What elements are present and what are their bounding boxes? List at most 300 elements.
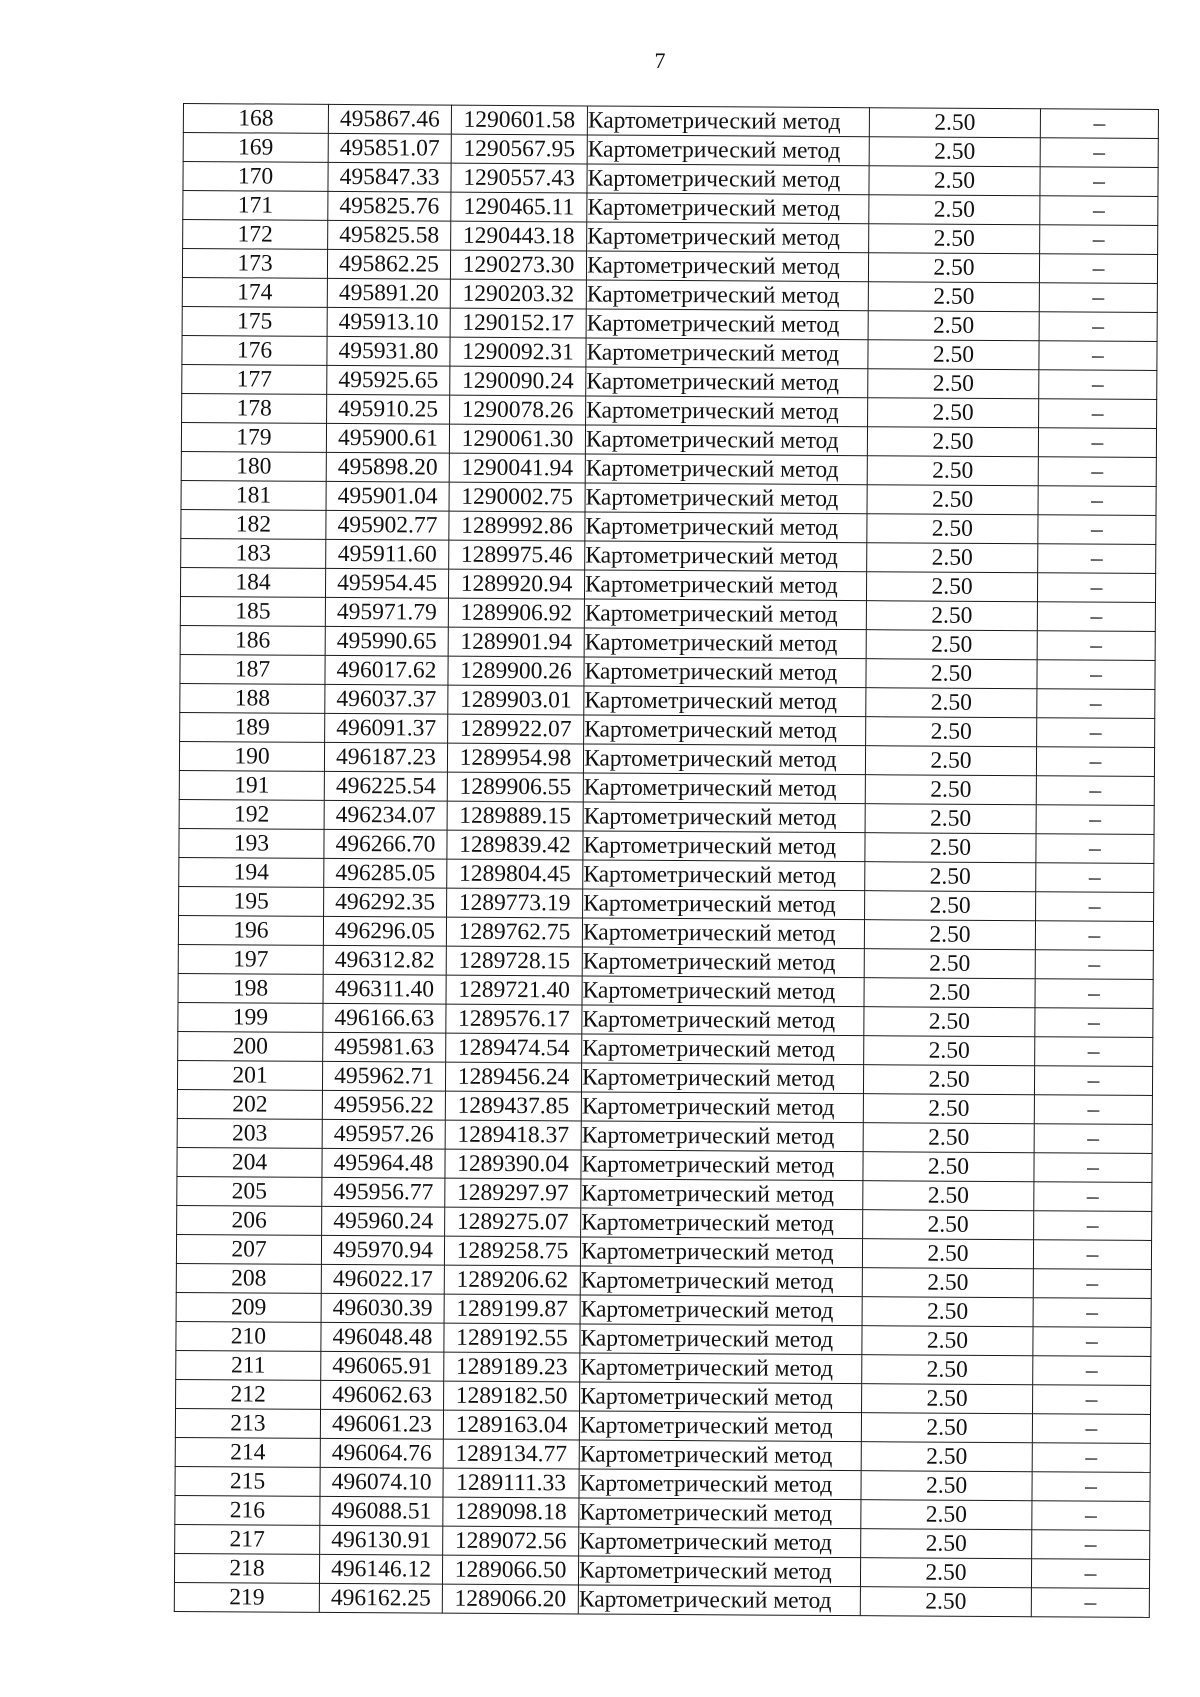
accuracy-cell: 2.50	[869, 166, 1040, 196]
point-number-cell: 210	[176, 1321, 321, 1351]
y-coordinate-cell: 1289163.04	[443, 1410, 579, 1440]
x-coordinate-cell: 495825.58	[328, 220, 451, 250]
method-cell: Картометрический метод	[584, 599, 866, 630]
x-coordinate-cell: 496074.10	[320, 1467, 443, 1497]
x-coordinate-cell: 496292.35	[324, 887, 447, 917]
point-number-cell: 188	[180, 683, 325, 713]
y-coordinate-cell: 1290061.30	[449, 424, 585, 454]
page-number: 7	[654, 48, 666, 73]
note-cell: –	[1040, 109, 1158, 139]
accuracy-cell: 2.50	[867, 427, 1038, 457]
x-coordinate-cell: 496030.39	[321, 1293, 444, 1323]
accuracy-cell: 2.50	[863, 1210, 1034, 1240]
method-cell: Картометрический метод	[583, 744, 865, 775]
note-cell: –	[1038, 428, 1156, 458]
accuracy-cell: 2.50	[861, 1529, 1032, 1559]
point-number-cell: 180	[181, 451, 326, 481]
x-coordinate-cell: 495971.79	[325, 597, 448, 627]
y-coordinate-cell: 1289066.50	[442, 1555, 578, 1585]
y-coordinate-cell: 1290078.26	[450, 395, 586, 425]
x-coordinate-cell: 496037.37	[325, 684, 448, 714]
method-cell: Картометрический метод	[580, 1353, 862, 1384]
note-cell: –	[1040, 167, 1158, 197]
note-cell: –	[1034, 1124, 1152, 1154]
y-coordinate-cell: 1290567.95	[451, 134, 587, 164]
y-coordinate-cell: 1289199.87	[444, 1294, 580, 1324]
y-coordinate-cell: 1289721.40	[446, 975, 582, 1005]
point-number-cell: 192	[179, 799, 324, 829]
note-cell: –	[1032, 1414, 1150, 1444]
x-coordinate-cell: 495960.24	[322, 1206, 445, 1236]
accuracy-cell: 2.50	[868, 253, 1039, 283]
point-number-cell: 215	[175, 1466, 320, 1496]
method-cell: Картометрический метод	[583, 889, 865, 920]
table-row	[174, 1582, 1149, 1617]
point-number-cell: 177	[182, 364, 327, 394]
method-cell: Картометрический метод	[583, 831, 865, 862]
point-number-cell: 218	[174, 1553, 319, 1583]
x-coordinate-cell: 495891.20	[327, 278, 450, 308]
accuracy-cell: 2.50	[861, 1442, 1032, 1472]
accuracy-cell: 2.50	[861, 1413, 1032, 1443]
method-cell: Картометрический метод	[581, 1092, 863, 1123]
y-coordinate-cell: 1290041.94	[449, 453, 585, 483]
note-cell: –	[1035, 950, 1153, 980]
y-coordinate-cell: 1290557.43	[451, 163, 587, 193]
point-number-cell: 204	[177, 1147, 322, 1177]
x-coordinate-cell: 496311.40	[323, 974, 446, 1004]
y-coordinate-cell: 1289901.94	[448, 627, 584, 657]
y-coordinate-cell: 1289437.85	[445, 1091, 581, 1121]
point-number-cell: 206	[177, 1205, 322, 1235]
method-cell: Картометрический метод	[581, 1179, 863, 1210]
method-cell: Картометрический метод	[586, 367, 868, 398]
coordinates-table	[174, 103, 1159, 1618]
x-coordinate-cell: 495964.48	[322, 1148, 445, 1178]
method-cell: Картометрический метод	[585, 454, 867, 485]
x-coordinate-cell: 496091.37	[325, 713, 448, 743]
y-coordinate-cell: 1289297.97	[445, 1178, 581, 1208]
y-coordinate-cell: 1289906.55	[447, 772, 583, 802]
note-cell: –	[1034, 1066, 1152, 1096]
accuracy-cell: 2.50	[869, 224, 1040, 254]
x-coordinate-cell: 496062.63	[321, 1380, 444, 1410]
accuracy-cell: 2.50	[863, 1065, 1034, 1095]
point-number-cell: 179	[181, 422, 326, 452]
y-coordinate-cell: 1290203.32	[450, 279, 586, 309]
point-number-cell: 191	[179, 770, 324, 800]
note-cell: –	[1033, 1240, 1151, 1270]
point-number-cell: 208	[176, 1263, 321, 1293]
method-cell: Картометрический метод	[579, 1411, 861, 1442]
point-number-cell: 198	[178, 973, 323, 1003]
y-coordinate-cell: 1289804.45	[447, 859, 583, 889]
note-cell: –	[1036, 747, 1154, 777]
accuracy-cell: 2.50	[865, 891, 1036, 921]
point-number-cell: 209	[176, 1292, 321, 1322]
accuracy-cell: 2.50	[865, 746, 1036, 776]
x-coordinate-cell: 495867.46	[328, 104, 451, 134]
x-coordinate-cell: 495954.45	[325, 568, 448, 598]
x-coordinate-cell: 496187.23	[324, 742, 447, 772]
y-coordinate-cell: 1289182.50	[444, 1381, 580, 1411]
accuracy-cell: 2.50	[860, 1587, 1031, 1617]
method-cell: Картометрический метод	[579, 1527, 861, 1558]
point-number-cell: 212	[176, 1379, 321, 1409]
note-cell: –	[1036, 776, 1154, 806]
y-coordinate-cell: 1290092.31	[450, 337, 586, 367]
x-coordinate-cell: 495962.71	[322, 1061, 445, 1091]
x-coordinate-cell: 495981.63	[323, 1032, 446, 1062]
note-cell: –	[1035, 921, 1153, 951]
coordinates-table-body	[174, 104, 1158, 1618]
accuracy-cell: 2.50	[864, 1007, 1035, 1037]
note-cell: –	[1035, 1008, 1153, 1038]
method-cell: Картометрический метод	[586, 251, 868, 282]
x-coordinate-cell: 495898.20	[326, 452, 449, 482]
y-coordinate-cell: 1289390.04	[445, 1149, 581, 1179]
x-coordinate-cell: 496162.25	[319, 1583, 442, 1613]
method-cell: Картометрический метод	[585, 541, 867, 572]
method-cell: Картометрический метод	[587, 106, 869, 137]
point-number-cell: 202	[177, 1089, 322, 1119]
note-cell: –	[1036, 805, 1154, 835]
note-cell: –	[1033, 1298, 1151, 1328]
point-number-cell: 174	[182, 277, 327, 307]
method-cell: Картометрический метод	[582, 918, 864, 949]
point-number-cell: 203	[177, 1118, 322, 1148]
method-cell: Картометрический метод	[578, 1556, 860, 1587]
y-coordinate-cell: 1289111.33	[443, 1468, 579, 1498]
accuracy-cell: 2.50	[866, 572, 1037, 602]
point-number-cell: 175	[182, 306, 327, 336]
note-cell: –	[1037, 689, 1155, 719]
note-cell: –	[1034, 1095, 1152, 1125]
method-cell: Картометрический метод	[585, 512, 867, 543]
point-number-cell: 185	[180, 596, 325, 626]
point-number-cell: 211	[176, 1350, 321, 1380]
x-coordinate-cell: 495957.26	[322, 1119, 445, 1149]
x-coordinate-cell: 495925.65	[327, 365, 450, 395]
method-cell: Картометрический метод	[580, 1237, 862, 1268]
point-number-cell: 193	[179, 828, 324, 858]
note-cell: –	[1033, 1356, 1151, 1386]
note-cell: –	[1039, 312, 1157, 342]
x-coordinate-cell: 496061.23	[320, 1409, 443, 1439]
x-coordinate-cell: 495910.25	[327, 394, 450, 424]
note-cell: –	[1039, 399, 1157, 429]
x-coordinate-cell: 495901.04	[326, 481, 449, 511]
accuracy-cell: 2.50	[862, 1297, 1033, 1327]
x-coordinate-cell: 495956.22	[322, 1090, 445, 1120]
point-number-cell: 214	[175, 1437, 320, 1467]
method-cell: Картометрический метод	[581, 1208, 863, 1239]
x-coordinate-cell: 495862.25	[327, 249, 450, 279]
method-cell: Картометрический метод	[580, 1295, 862, 1326]
method-cell: Картометрический метод	[584, 570, 866, 601]
x-coordinate-cell: 496065.91	[321, 1351, 444, 1381]
method-cell: Картометрический метод	[582, 1034, 864, 1065]
accuracy-cell: 2.50	[867, 485, 1038, 515]
x-coordinate-cell: 496312.82	[323, 945, 446, 975]
note-cell: –	[1032, 1530, 1150, 1560]
point-number-cell: 219	[174, 1582, 319, 1612]
note-cell: –	[1036, 834, 1154, 864]
point-number-cell: 172	[183, 220, 328, 250]
note-cell: –	[1040, 225, 1158, 255]
note-cell: –	[1036, 892, 1154, 922]
y-coordinate-cell: 1289275.07	[445, 1207, 581, 1237]
point-number-cell: 169	[183, 133, 328, 163]
accuracy-cell: 2.50	[866, 688, 1037, 718]
method-cell: Картометрический метод	[579, 1469, 861, 1500]
y-coordinate-cell: 1289903.01	[448, 685, 584, 715]
x-coordinate-cell: 495851.07	[328, 133, 451, 163]
method-cell: Картометрический метод	[581, 1063, 863, 1094]
point-number-cell: 200	[178, 1031, 323, 1061]
method-cell: Картометрический метод	[586, 309, 868, 340]
method-cell: Картометрический метод	[585, 425, 867, 456]
note-cell: –	[1035, 1037, 1153, 1067]
note-cell: –	[1037, 631, 1155, 661]
accuracy-cell: 2.50	[862, 1268, 1033, 1298]
x-coordinate-cell: 495990.65	[325, 626, 448, 656]
note-cell: –	[1033, 1327, 1151, 1357]
note-cell: –	[1037, 718, 1155, 748]
accuracy-cell: 2.50	[865, 775, 1036, 805]
method-cell: Картометрический метод	[581, 1121, 863, 1152]
accuracy-cell: 2.50	[867, 456, 1038, 486]
note-cell: –	[1040, 138, 1158, 168]
point-number-cell: 197	[178, 944, 323, 974]
y-coordinate-cell: 1289192.55	[444, 1323, 580, 1353]
accuracy-cell: 2.50	[869, 108, 1040, 138]
note-cell: –	[1032, 1501, 1150, 1531]
y-coordinate-cell: 1290465.11	[451, 192, 587, 222]
y-coordinate-cell: 1289922.07	[448, 714, 584, 744]
method-cell: Картометрический метод	[587, 164, 869, 195]
x-coordinate-cell: 496022.17	[321, 1264, 444, 1294]
note-cell: –	[1039, 341, 1157, 371]
note-cell: –	[1033, 1269, 1151, 1299]
y-coordinate-cell: 1289072.56	[443, 1526, 579, 1556]
accuracy-cell: 2.50	[864, 920, 1035, 950]
x-coordinate-cell: 495931.80	[327, 336, 450, 366]
point-number-cell: 181	[181, 480, 326, 510]
method-cell: Картометрический метод	[581, 1150, 863, 1181]
point-number-cell: 217	[175, 1524, 320, 1554]
x-coordinate-cell: 496225.54	[324, 771, 447, 801]
y-coordinate-cell: 1289975.46	[449, 540, 585, 570]
method-cell: Картометрический метод	[582, 976, 864, 1007]
point-number-cell: 194	[179, 857, 324, 887]
accuracy-cell: 2.50	[864, 978, 1035, 1008]
method-cell: Картометрический метод	[583, 802, 865, 833]
method-cell: Картометрический метод	[580, 1382, 862, 1413]
x-coordinate-cell: 495911.60	[326, 539, 449, 569]
point-number-cell: 195	[179, 886, 324, 916]
note-cell: –	[1037, 573, 1155, 603]
y-coordinate-cell: 1289258.75	[444, 1236, 580, 1266]
point-number-cell: 184	[180, 567, 325, 597]
accuracy-cell: 2.50	[862, 1384, 1033, 1414]
y-coordinate-cell: 1289839.42	[447, 830, 583, 860]
x-coordinate-cell: 496234.07	[324, 800, 447, 830]
note-cell: –	[1038, 515, 1156, 545]
x-coordinate-cell: 496166.63	[323, 1003, 446, 1033]
note-cell: –	[1039, 283, 1157, 313]
method-cell: Картометрический метод	[586, 338, 868, 369]
y-coordinate-cell: 1289906.92	[448, 598, 584, 628]
accuracy-cell: 2.50	[865, 804, 1036, 834]
accuracy-cell: 2.50	[862, 1239, 1033, 1269]
x-coordinate-cell: 496266.70	[324, 829, 447, 859]
point-number-cell: 189	[180, 712, 325, 742]
x-coordinate-cell: 496130.91	[320, 1525, 443, 1555]
accuracy-cell: 2.50	[869, 137, 1040, 167]
x-coordinate-cell: 496048.48	[321, 1322, 444, 1352]
note-cell: –	[1037, 660, 1155, 690]
note-cell: –	[1036, 863, 1154, 893]
y-coordinate-cell: 1289920.94	[448, 569, 584, 599]
accuracy-cell: 2.50	[861, 1500, 1032, 1530]
x-coordinate-cell: 495902.77	[326, 510, 449, 540]
x-coordinate-cell: 495913.10	[327, 307, 450, 337]
method-cell: Картометрический метод	[580, 1266, 862, 1297]
method-cell: Картометрический метод	[587, 135, 869, 166]
note-cell: –	[1031, 1588, 1149, 1618]
accuracy-cell: 2.50	[866, 717, 1037, 747]
y-coordinate-cell: 1289762.75	[446, 917, 582, 947]
accuracy-cell: 2.50	[868, 369, 1039, 399]
y-coordinate-cell: 1289992.86	[449, 511, 585, 541]
note-cell: –	[1032, 1443, 1150, 1473]
accuracy-cell: 2.50	[861, 1471, 1032, 1501]
method-cell: Картометрический метод	[586, 280, 868, 311]
x-coordinate-cell: 495956.77	[322, 1177, 445, 1207]
point-number-cell: 199	[178, 1002, 323, 1032]
accuracy-cell: 2.50	[864, 949, 1035, 979]
accuracy-cell: 2.50	[860, 1558, 1031, 1588]
method-cell: Картометрический метод	[582, 947, 864, 978]
accuracy-cell: 2.50	[865, 862, 1036, 892]
y-coordinate-cell: 1289066.20	[442, 1584, 578, 1614]
method-cell: Картометрический метод	[584, 657, 866, 688]
note-cell: –	[1034, 1182, 1152, 1212]
method-cell: Картометрический метод	[587, 193, 869, 224]
accuracy-cell: 2.50	[862, 1326, 1033, 1356]
point-number-cell: 173	[182, 249, 327, 279]
point-number-cell: 171	[183, 191, 328, 221]
note-cell: –	[1040, 196, 1158, 226]
method-cell: Картометрический метод	[584, 628, 866, 659]
point-number-cell: 190	[179, 741, 324, 771]
accuracy-cell: 2.50	[862, 1355, 1033, 1385]
accuracy-cell: 2.50	[868, 311, 1039, 341]
method-cell: Картометрический метод	[582, 1005, 864, 1036]
y-coordinate-cell: 1289900.26	[448, 656, 584, 686]
x-coordinate-cell: 496017.62	[325, 655, 448, 685]
point-number-cell: 187	[180, 654, 325, 684]
y-coordinate-cell: 1289773.19	[447, 888, 583, 918]
accuracy-cell: 2.50	[867, 514, 1038, 544]
method-cell: Картометрический метод	[584, 686, 866, 717]
x-coordinate-cell: 495825.76	[328, 191, 451, 221]
point-number-cell: 207	[176, 1234, 321, 1264]
note-cell: –	[1038, 486, 1156, 516]
note-cell: –	[1039, 254, 1157, 284]
accuracy-cell: 2.50	[868, 340, 1039, 370]
method-cell: Картометрический метод	[584, 715, 866, 746]
y-coordinate-cell: 1290090.24	[450, 366, 586, 396]
accuracy-cell: 2.50	[863, 1152, 1034, 1182]
x-coordinate-cell: 496296.05	[323, 916, 446, 946]
y-coordinate-cell: 1289889.15	[447, 801, 583, 831]
accuracy-cell: 2.50	[869, 195, 1040, 225]
method-cell: Картометрический метод	[587, 222, 869, 253]
x-coordinate-cell: 496285.05	[324, 858, 447, 888]
note-cell: –	[1034, 1153, 1152, 1183]
y-coordinate-cell: 1289189.23	[444, 1352, 580, 1382]
accuracy-cell: 2.50	[863, 1181, 1034, 1211]
note-cell: –	[1033, 1385, 1151, 1415]
point-number-cell: 183	[181, 538, 326, 568]
y-coordinate-cell: 1289576.17	[446, 1004, 582, 1034]
point-number-cell: 170	[183, 162, 328, 192]
x-coordinate-cell: 496064.76	[320, 1438, 443, 1468]
accuracy-cell: 2.50	[867, 543, 1038, 573]
y-coordinate-cell: 1289206.62	[444, 1265, 580, 1295]
point-number-cell: 176	[182, 335, 327, 365]
method-cell: Картометрический метод	[583, 860, 865, 891]
accuracy-cell: 2.50	[863, 1094, 1034, 1124]
accuracy-cell: 2.50	[865, 833, 1036, 863]
method-cell: Картометрический метод	[579, 1498, 861, 1529]
point-number-cell: 216	[175, 1495, 320, 1525]
y-coordinate-cell: 1289456.24	[445, 1062, 581, 1092]
note-cell: –	[1032, 1472, 1150, 1502]
method-cell: Картометрический метод	[583, 773, 865, 804]
x-coordinate-cell: 495900.61	[326, 423, 449, 453]
accuracy-cell: 2.50	[863, 1123, 1034, 1153]
note-cell: –	[1039, 370, 1157, 400]
accuracy-cell: 2.50	[868, 398, 1039, 428]
x-coordinate-cell: 495970.94	[321, 1235, 444, 1265]
point-number-cell: 186	[180, 625, 325, 655]
accuracy-cell: 2.50	[868, 282, 1039, 312]
point-number-cell: 182	[181, 509, 326, 539]
note-cell: –	[1038, 457, 1156, 487]
note-cell: –	[1037, 602, 1155, 632]
y-coordinate-cell: 1290152.17	[450, 308, 586, 338]
point-number-cell: 205	[177, 1176, 322, 1206]
x-coordinate-cell: 496088.51	[320, 1496, 443, 1526]
accuracy-cell: 2.50	[866, 601, 1037, 631]
accuracy-cell: 2.50	[866, 659, 1037, 689]
y-coordinate-cell: 1289098.18	[443, 1497, 579, 1527]
x-coordinate-cell: 496146.12	[319, 1554, 442, 1584]
method-cell: Картометрический метод	[578, 1585, 860, 1616]
method-cell: Картометрический метод	[579, 1440, 861, 1471]
y-coordinate-cell: 1290601.58	[451, 105, 587, 135]
y-coordinate-cell: 1290443.18	[451, 221, 587, 251]
y-coordinate-cell: 1290273.30	[450, 250, 586, 280]
y-coordinate-cell: 1289728.15	[446, 946, 582, 976]
note-cell: –	[1035, 979, 1153, 1009]
y-coordinate-cell: 1289134.77	[443, 1439, 579, 1469]
note-cell: –	[1031, 1559, 1149, 1589]
method-cell: Картометрический метод	[586, 396, 868, 427]
